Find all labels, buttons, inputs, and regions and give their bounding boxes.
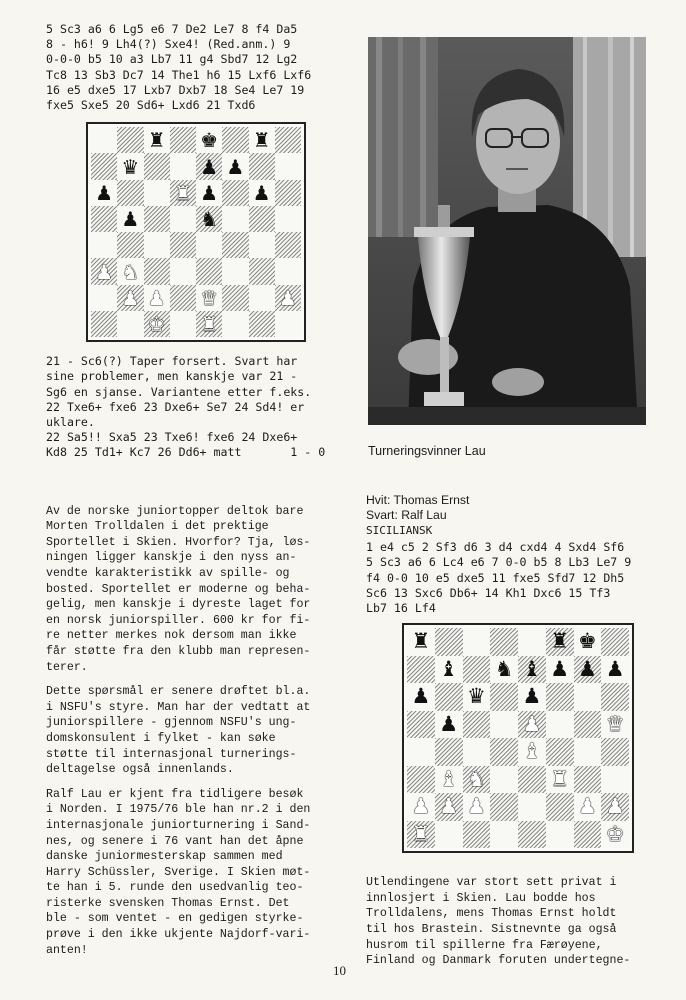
white-pawn-icon: ♟ — [577, 794, 597, 819]
board-square — [518, 656, 546, 684]
paragraph-1-line: en norsk juniorspiller. 600 kr for fi- — [46, 613, 311, 627]
board-square — [574, 821, 602, 849]
paragraph-3-line: ble - som ventet - en gedigen styrke- — [46, 912, 304, 926]
paragraph-2-line: deltagelse også innenlands. — [46, 763, 234, 777]
white-pawn-icon: ♟ — [121, 285, 140, 310]
board-square — [546, 683, 574, 711]
paragraph-1-line: bosted. Sportellet er moderne og beha- — [46, 582, 311, 596]
board-square — [249, 153, 275, 179]
board-square — [490, 656, 518, 684]
board-square — [601, 683, 629, 711]
paragraph-right-line: til hos Brastein. Sistnevnte ga også — [366, 923, 617, 936]
black-king-icon: ♚ — [200, 128, 219, 153]
board-square — [574, 766, 602, 794]
board-square — [601, 711, 629, 739]
black-pawn-icon: ♟ — [252, 180, 271, 205]
board-square — [117, 232, 143, 258]
board-square — [249, 285, 275, 311]
board-square — [546, 821, 574, 849]
board-square — [117, 285, 143, 311]
board-square — [222, 153, 248, 179]
board-square — [435, 793, 463, 821]
board-square — [249, 127, 275, 153]
board-square — [601, 628, 629, 656]
board-square — [196, 311, 222, 337]
board-square — [490, 683, 518, 711]
white-rook-icon: ♜ — [173, 180, 192, 205]
board-square — [518, 628, 546, 656]
paragraph-1-line: ningen ligger kanskje i den nyss an- — [46, 551, 297, 565]
board-square — [222, 180, 248, 206]
white-rook-icon: ♜ — [550, 766, 570, 791]
board-square — [91, 127, 117, 153]
board-square — [275, 311, 301, 337]
white-bishop-icon: ♝ — [522, 739, 542, 764]
board-square — [117, 127, 143, 153]
board-square — [144, 206, 170, 232]
board-square — [574, 738, 602, 766]
game-comment — [46, 354, 342, 460]
paragraph-1-line: gelig, men kanskje i dyreste laget for — [46, 598, 311, 612]
comment-line: Sg6 en sjanse. Variantene etter f.eks. — [46, 384, 312, 399]
chessboard-left — [91, 127, 301, 337]
board-square — [144, 153, 170, 179]
board-square — [91, 311, 117, 337]
black-pawn-icon: ♟ — [200, 180, 219, 205]
white-bishop-icon: ♝ — [439, 766, 459, 791]
black-pawn-icon: ♟ — [121, 207, 140, 232]
paragraph-3-line: danske juniormesterskap sammen med — [46, 850, 283, 864]
board-square — [91, 285, 117, 311]
board-square — [407, 738, 435, 766]
board-square — [222, 258, 248, 284]
board-square — [275, 258, 301, 284]
paragraph-2-line: Dette spørsmål er senere drøftet bl.a. — [46, 685, 311, 699]
board-square — [407, 656, 435, 684]
board-square — [490, 628, 518, 656]
paragraph-1-line: Sportellet i Skien. Hvorfor? Tja, løs- — [46, 535, 311, 549]
article-paragraph-2 — [46, 684, 342, 778]
white-rook-icon: ♜ — [200, 312, 219, 337]
black-rook-icon: ♜ — [252, 128, 271, 153]
board-square — [170, 285, 196, 311]
white-king-icon: ♚ — [605, 821, 625, 846]
board-square — [546, 793, 574, 821]
paragraph-3-line: risterke svensken Thomas Ernst. Det — [46, 896, 290, 910]
left-column — [46, 22, 342, 967]
board-square — [170, 153, 196, 179]
black-bishop-icon: ♝ — [522, 656, 542, 681]
paragraph-3-line: internasjonale juniorturnering i Sand- — [46, 818, 311, 832]
board-square — [407, 683, 435, 711]
paragraph-3-line: Harry Schüssler, Sverige. I Skien møt- — [46, 865, 311, 879]
board-square — [196, 232, 222, 258]
black-pawn-icon: ♟ — [550, 656, 570, 681]
game-black-player: Svart: Ralf Lau — [366, 508, 447, 522]
board-square — [222, 232, 248, 258]
paragraph-1-line: får støtte fra den klubb man represen- — [46, 644, 311, 658]
paragraph-1-line: Morten Trolldalen i det prektige — [46, 520, 269, 534]
board-square — [601, 766, 629, 794]
board-square — [490, 738, 518, 766]
board-square — [463, 656, 491, 684]
white-pawn-icon: ♟ — [411, 794, 431, 819]
board-square — [490, 766, 518, 794]
article-paragraph-1 — [46, 504, 342, 676]
board-square — [435, 821, 463, 849]
article-paragraph-3 — [46, 787, 342, 959]
moves-top-line: Tc8 13 Sb3 Dc7 14 The1 h6 15 Lxf6 Lxf6 — [46, 67, 312, 82]
board-square — [249, 180, 275, 206]
board-square — [435, 656, 463, 684]
board-square — [463, 628, 491, 656]
game-moves-top — [46, 22, 342, 113]
moves-right-line: 5 Sc3 a6 6 Lc4 e6 7 0-0 b5 8 Lb3 Le7 9 — [366, 555, 632, 570]
moves-top-line: fxe5 Sxe5 20 Sd6+ Lxd6 21 Txd6 — [46, 98, 256, 113]
paragraph-3-line: prøve i den ikke ukjente Najdorf-vari- — [46, 928, 311, 942]
board-square — [546, 656, 574, 684]
white-king-icon: ♚ — [147, 312, 166, 337]
board-square — [435, 711, 463, 739]
comment-line: 22 Sa5!! Sxa5 23 Txe6! fxe6 24 Dxe6+ — [46, 430, 298, 445]
photo-caption: Turneringsvinner Lau — [368, 444, 486, 458]
board-square — [574, 683, 602, 711]
board-square — [518, 683, 546, 711]
white-pawn-icon: ♟ — [522, 711, 542, 736]
board-square — [196, 285, 222, 311]
board-square — [117, 206, 143, 232]
board-square — [463, 711, 491, 739]
paragraph-3-line: Ralf Lau er kjent fra tidligere besøk — [46, 787, 304, 801]
board-square — [144, 258, 170, 284]
board-square — [601, 793, 629, 821]
board-square — [91, 258, 117, 284]
board-square — [196, 180, 222, 206]
board-square — [546, 766, 574, 794]
board-square — [91, 153, 117, 179]
board-square — [196, 206, 222, 232]
black-pawn-icon: ♟ — [200, 154, 219, 179]
board-square — [275, 153, 301, 179]
board-square — [407, 766, 435, 794]
board-square — [407, 793, 435, 821]
board-square — [574, 656, 602, 684]
board-square — [249, 206, 275, 232]
board-square — [601, 656, 629, 684]
black-pawn-icon: ♟ — [95, 180, 114, 205]
board-square — [574, 628, 602, 656]
paragraph-right-line: husrom til spillerne fra Færøyene, — [366, 938, 603, 952]
board-square — [574, 711, 602, 739]
board-square — [144, 127, 170, 153]
board-square — [249, 311, 275, 337]
board-square — [463, 738, 491, 766]
moves-top-line: 5 Sc3 a6 6 Lg5 e6 7 De2 Le7 8 f4 Da5 — [46, 22, 298, 36]
paragraph-right-line: Finland og Danmark foruten undertegne- — [366, 954, 631, 968]
paragraph-2-line: i NSFU's styre. Man har der vedtatt at — [46, 700, 311, 714]
black-knight-icon: ♞ — [200, 207, 219, 232]
board-square — [117, 153, 143, 179]
chess-diagram-1 — [86, 122, 306, 342]
board-square — [435, 766, 463, 794]
board-square — [91, 180, 117, 206]
black-pawn-icon: ♟ — [411, 684, 431, 709]
paragraph-3-line: i Norden. I 1975/76 ble han nr.2 i den — [46, 803, 311, 817]
board-square — [170, 180, 196, 206]
board-square — [546, 711, 574, 739]
game-opening: SICILIANSK — [366, 524, 433, 537]
comment-line: 22 Txe6+ fxe6 23 Dxe6+ Se7 24 Sd4! er — [46, 399, 305, 414]
white-pawn-icon: ♟ — [95, 259, 114, 284]
paragraph-right-line: Trolldalens, mens Thomas Ernst holdt — [366, 907, 617, 921]
board-square — [91, 232, 117, 258]
black-queen-icon: ♛ — [466, 684, 486, 709]
board-square — [275, 127, 301, 153]
white-pawn-icon: ♟ — [605, 794, 625, 819]
board-square — [144, 180, 170, 206]
paragraph-2-line: juniorspillere - gjennom NSFU's ung- — [46, 716, 297, 730]
white-queen-icon: ♛ — [605, 711, 625, 736]
game-moves-right — [366, 540, 656, 616]
paragraph-2-line: domskonsulent i fylket - kan søke — [46, 731, 276, 745]
moves-right-line: Lb7 16 Lf4 — [366, 601, 436, 616]
board-square — [117, 258, 143, 284]
board-square — [546, 628, 574, 656]
paragraph-3-line: te han i 5. runde den usedvanlig teo- — [46, 881, 304, 895]
white-pawn-icon: ♟ — [278, 285, 297, 310]
board-square — [518, 821, 546, 849]
white-pawn-icon: ♟ — [439, 794, 459, 819]
comment-line: sine problemer, men kanskje var 21 - — [46, 369, 298, 384]
paragraph-1-line: Av de norske juniortopper deltok bare — [46, 504, 304, 518]
paragraph-3-line: anten! — [46, 943, 88, 957]
right-column — [366, 36, 656, 969]
board-square — [144, 232, 170, 258]
black-pawn-icon: ♟ — [605, 656, 625, 681]
comment-line: Kd8 25 Td1+ Kc7 26 Dd6+ matt 1 - 0 — [46, 445, 326, 460]
article-paragraph-right — [366, 875, 656, 969]
board-square — [275, 232, 301, 258]
paragraph-1-line: vendte karakteristikk av spille- og — [46, 567, 290, 581]
board-square — [463, 821, 491, 849]
board-square — [196, 127, 222, 153]
board-square — [518, 738, 546, 766]
paragraph-right-line: innlosjert i Skien. Lau bodde hos — [366, 891, 596, 905]
board-square — [463, 683, 491, 711]
board-square — [435, 738, 463, 766]
board-square — [170, 127, 196, 153]
white-queen-icon: ♛ — [200, 285, 219, 310]
moves-right-line: Sc6 13 Sxc6 Db6+ 14 Kh1 Dxc6 15 Tf3 — [366, 585, 611, 600]
black-pawn-icon: ♟ — [522, 684, 542, 709]
paragraph-right-line: Utlendingene var stort sett privat i — [366, 876, 617, 890]
board-square — [170, 206, 196, 232]
board-square — [170, 258, 196, 284]
board-square — [144, 311, 170, 337]
black-rook-icon: ♜ — [550, 629, 570, 654]
white-rook-icon: ♜ — [411, 821, 431, 846]
black-bishop-icon: ♝ — [439, 656, 459, 681]
white-knight-icon: ♞ — [466, 766, 486, 791]
board-square — [91, 206, 117, 232]
board-square — [463, 793, 491, 821]
board-square — [601, 821, 629, 849]
chess-diagram-2 — [402, 623, 634, 853]
black-pawn-icon: ♟ — [439, 711, 459, 736]
black-knight-icon: ♞ — [494, 656, 514, 681]
comment-line: uklare. — [46, 415, 95, 430]
moves-top-line: 8 - h6! 9 Lh4(?) Sxe4! (Red.anm.) 9 — [46, 37, 291, 52]
black-pawn-icon: ♟ — [226, 154, 245, 179]
board-square — [170, 232, 196, 258]
white-pawn-icon: ♟ — [466, 794, 486, 819]
black-king-icon: ♚ — [577, 629, 597, 654]
board-square — [490, 711, 518, 739]
board-square — [407, 821, 435, 849]
board-square — [275, 180, 301, 206]
moves-top-line: 0-0-0 b5 10 a3 Lb7 11 g4 Sbd7 12 Lg2 — [46, 52, 298, 67]
board-square — [490, 793, 518, 821]
page-number: 10 — [333, 963, 346, 978]
board-square — [546, 738, 574, 766]
comment-line: 21 - Sc6(?) Taper forsert. Svart har — [46, 354, 298, 369]
board-square — [117, 180, 143, 206]
board-square — [196, 258, 222, 284]
board-square — [407, 628, 435, 656]
board-square — [222, 311, 248, 337]
board-square — [275, 285, 301, 311]
board-square — [518, 711, 546, 739]
board-square — [518, 766, 546, 794]
black-queen-icon: ♛ — [121, 154, 140, 179]
board-square — [117, 311, 143, 337]
board-square — [518, 793, 546, 821]
board-square — [275, 206, 301, 232]
paragraph-2-line: støtte til internasjonal turnerings- — [46, 747, 297, 761]
black-rook-icon: ♜ — [411, 629, 431, 654]
board-square — [435, 683, 463, 711]
board-square — [249, 258, 275, 284]
moves-top-line: 16 e5 dxe5 17 Lxb7 Dxb7 18 Se4 Le7 19 — [46, 82, 305, 97]
board-square — [463, 766, 491, 794]
white-pawn-icon: ♟ — [147, 285, 166, 310]
paragraph-3-line: nes, og senere i 76 vant han det åpne — [46, 834, 304, 848]
moves-right-line: f4 0-0 10 e5 dxe5 11 fxe5 Sfd7 12 Dh5 — [366, 570, 625, 585]
board-square — [249, 232, 275, 258]
chessboard-right — [407, 628, 629, 848]
board-square — [170, 311, 196, 337]
black-rook-icon: ♜ — [147, 128, 166, 153]
board-square — [601, 738, 629, 766]
white-knight-icon: ♞ — [121, 259, 140, 284]
black-pawn-icon: ♟ — [577, 656, 597, 681]
board-square — [222, 206, 248, 232]
paragraph-1-line: re netter merkes nok dersom man ikke — [46, 629, 297, 643]
board-square — [144, 285, 170, 311]
board-square — [196, 153, 222, 179]
board-square — [435, 628, 463, 656]
moves-right-line: 1 e4 c5 2 Sf3 d6 3 d4 cxd4 4 Sxd4 Sf6 — [366, 540, 625, 555]
board-square — [222, 285, 248, 311]
board-square — [222, 127, 248, 153]
board-square — [574, 793, 602, 821]
paragraph-1-line: terer. — [46, 660, 88, 674]
board-square — [407, 711, 435, 739]
game-white-player: Hvit: Thomas Ernst — [366, 493, 470, 507]
board-square — [490, 821, 518, 849]
